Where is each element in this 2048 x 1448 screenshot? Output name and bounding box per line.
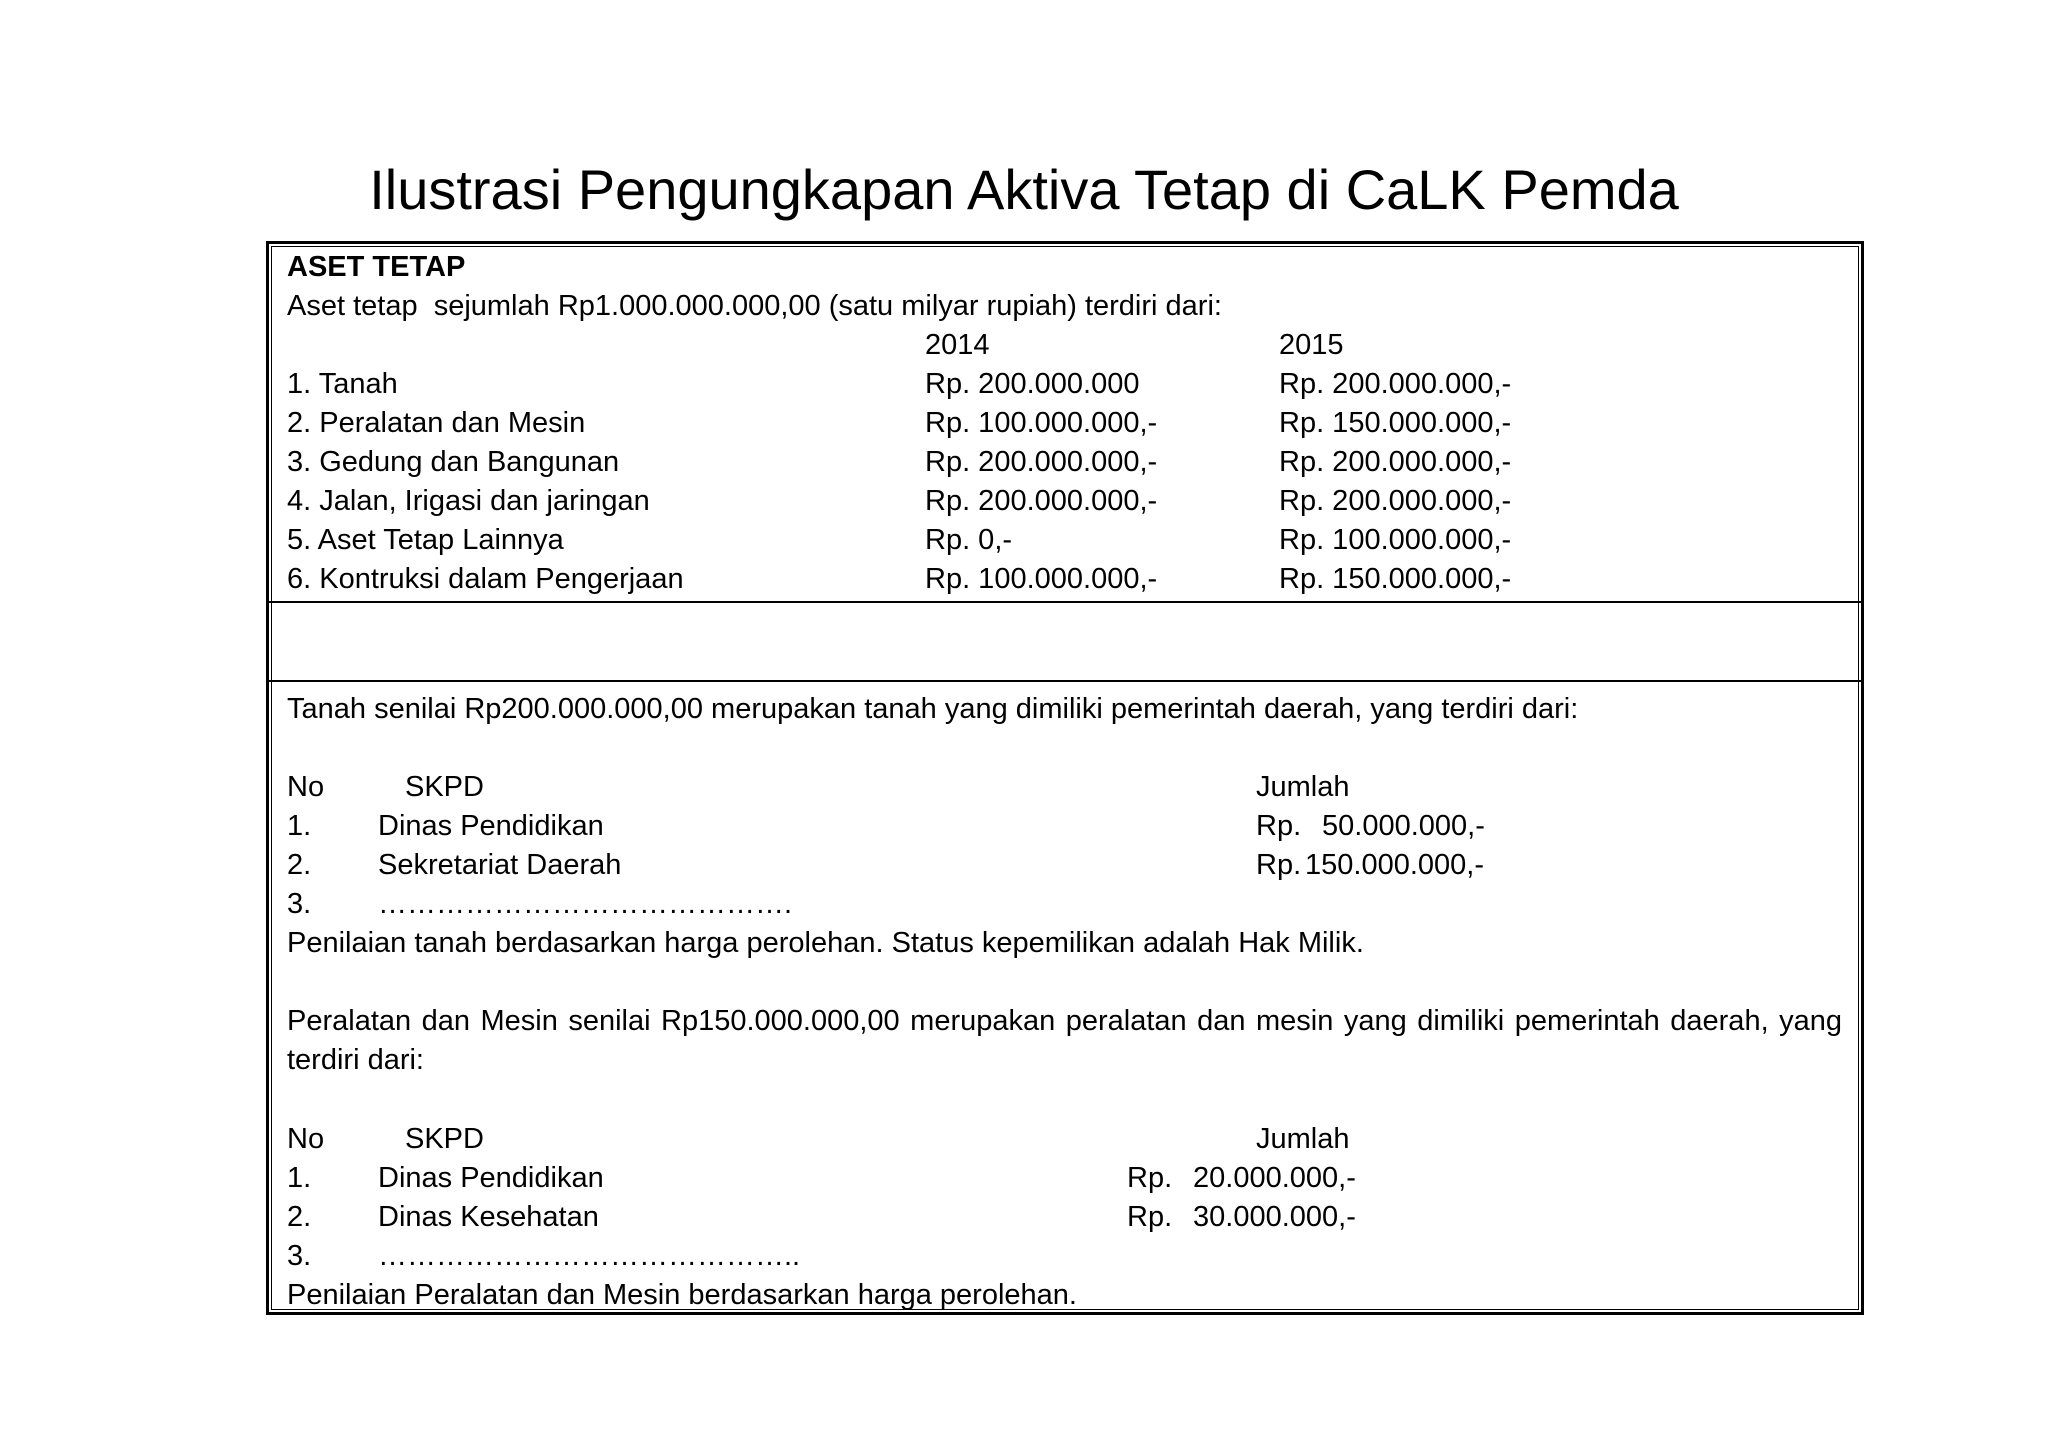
peralatan-row-no: 1.: [287, 1162, 312, 1194]
column-header-no: No: [287, 771, 325, 803]
section-heading: ASET TETAP: [287, 251, 466, 283]
peralatan-row-no: 3.: [287, 1240, 312, 1272]
tanah-row-skpd: …………………………………….: [378, 888, 793, 920]
year-2014-header: 2014: [925, 329, 990, 361]
year-2015-header: 2015: [1279, 329, 1344, 361]
peralatan-row-amount: 20.000.000,-: [1193, 1162, 1356, 1194]
asset-row-2014: Rp. 100.000.000,-: [925, 563, 1158, 595]
column-header-skpd: SKPD: [405, 771, 484, 803]
asset-row-2014: Rp. 0,-: [925, 524, 1013, 556]
asset-row-2015: Rp. 150.000.000,-: [1279, 407, 1512, 439]
asset-row-label: 3. Gedung dan Bangunan: [287, 446, 620, 478]
peralatan-row-amount: 30.000.000,-: [1193, 1201, 1356, 1233]
asset-row-label: 1. Tanah: [287, 368, 398, 400]
asset-row-2015: Rp. 150.000.000,-: [1279, 563, 1512, 595]
asset-row-label: 5. Aset Tetap Lainnya: [287, 524, 564, 556]
page-title: Ilustrasi Pengungkapan Aktiva Tetap di CaLK Pemda: [369, 158, 1679, 221]
tanah-note: Penilaian tanah berdasarkan harga perolehan. Status kepemilikan adalah Hak Milik.: [287, 927, 1364, 959]
asset-row-label: 6. Kontruksi dalam Pengerjaan: [287, 563, 684, 595]
peralatan-row-no: 2.: [287, 1201, 312, 1233]
tanah-row-amount: 50.000.000,-: [1322, 810, 1485, 842]
tanah-row-rp: Rp.: [1256, 849, 1302, 881]
asset-row-2014: Rp. 200.000.000: [925, 368, 1140, 400]
peralatan-row-skpd: ……………………………………..: [378, 1240, 801, 1272]
tanah-row-no: 3.: [287, 888, 312, 920]
peralatan-row-skpd: Dinas Kesehatan: [378, 1201, 599, 1233]
divider-top: [266, 601, 1864, 603]
peralatan-row-rp: Rp.: [1127, 1162, 1173, 1194]
tanah-row-skpd: Dinas Pendidikan: [378, 810, 604, 842]
tanah-row-amount: 150.000.000,-: [1305, 849, 1484, 881]
asset-row-2015: Rp. 100.000.000,-: [1279, 524, 1512, 556]
asset-row-2015: Rp. 200.000.000,-: [1279, 368, 1512, 400]
column-header-skpd: SKPD: [405, 1123, 484, 1155]
section-intro: Aset tetap sejumlah Rp1.000.000.000,00 (satu milyar rupiah) terdiri dari:: [287, 290, 1222, 322]
asset-row-2014: Rp. 200.000.000,-: [925, 485, 1158, 517]
column-header-jumlah: Jumlah: [1256, 1123, 1350, 1155]
peralatan-intro: Peralatan dan Mesin senilai Rp150.000.000,00 merupakan peralatan dan mesin yang dimiliki pemerintah daerah, yang terdiri dari:: [287, 1005, 1842, 1076]
tanah-row-skpd: Sekretariat Daerah: [378, 849, 622, 881]
asset-row-2014: Rp. 100.000.000,-: [925, 407, 1158, 439]
asset-row-label: 2. Peralatan dan Mesin: [287, 407, 586, 439]
column-header-no: No: [287, 1123, 325, 1155]
asset-row-2015: Rp. 200.000.000,-: [1279, 446, 1512, 478]
asset-row-2015: Rp. 200.000.000,-: [1279, 485, 1512, 517]
asset-row-2014: Rp. 200.000.000,-: [925, 446, 1158, 478]
column-header-jumlah: Jumlah: [1256, 771, 1350, 803]
divider-bottom: [266, 680, 1864, 682]
tanah-intro: Tanah senilai Rp200.000.000,00 merupakan tanah yang dimiliki pemerintah daerah, yang terdiri dari:: [287, 693, 1579, 725]
tanah-row-no: 1.: [287, 810, 312, 842]
peralatan-note: Penilaian Peralatan dan Mesin berdasarkan harga perolehan.: [287, 1279, 1077, 1311]
peralatan-row-skpd: Dinas Pendidikan: [378, 1162, 604, 1194]
tanah-row-no: 2.: [287, 849, 312, 881]
asset-row-label: 4. Jalan, Irigasi dan jaringan: [287, 485, 650, 517]
tanah-row-rp: Rp.: [1256, 810, 1302, 842]
peralatan-row-rp: Rp.: [1127, 1201, 1173, 1233]
